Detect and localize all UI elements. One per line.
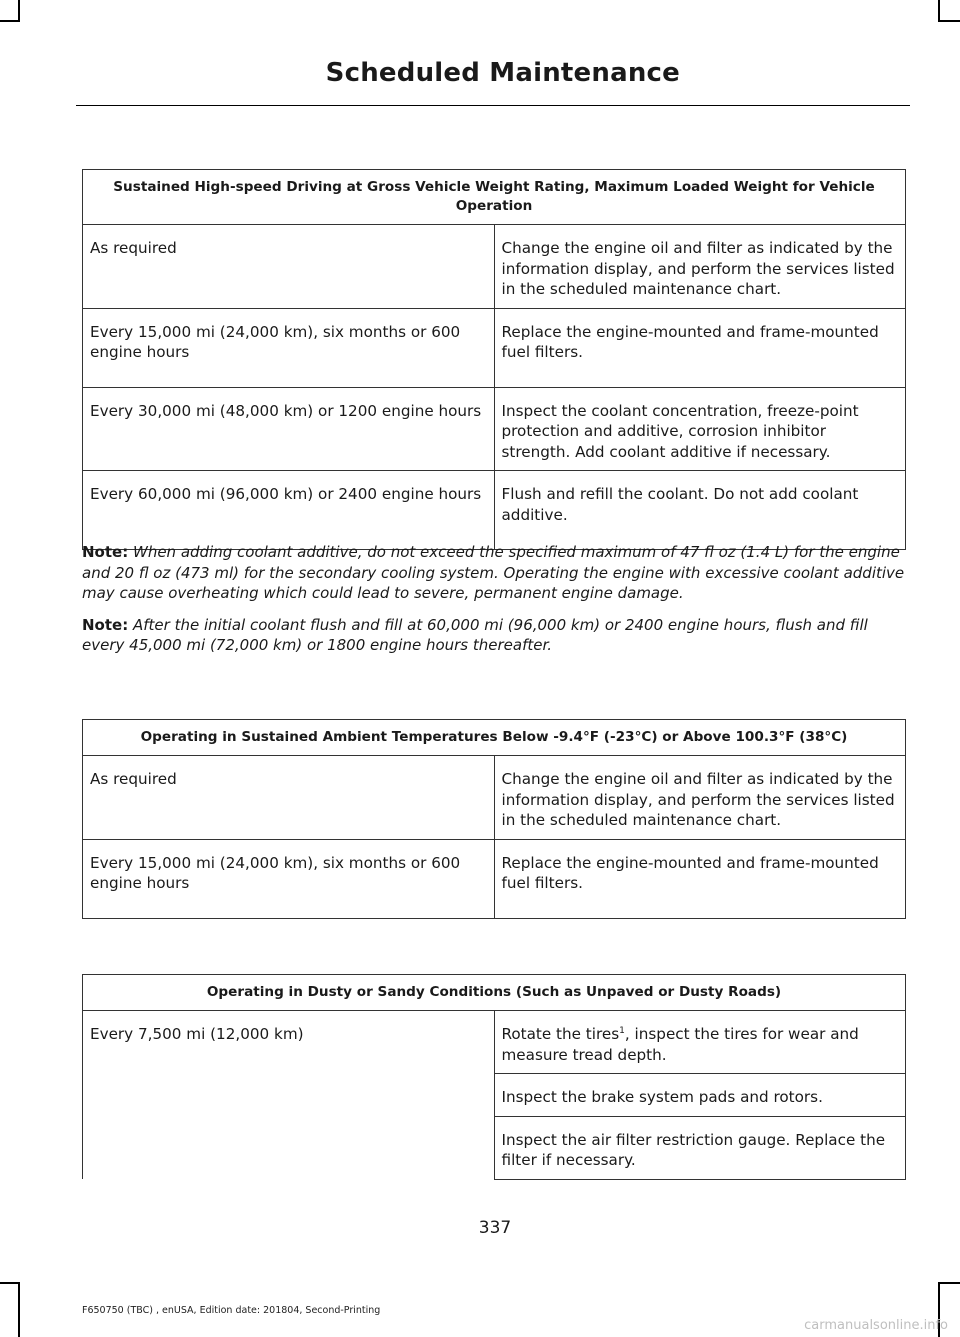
crop-mark-bottom-left-h xyxy=(0,1282,20,1284)
table-row xyxy=(83,756,906,840)
note-label: Note: xyxy=(82,615,129,634)
table-row xyxy=(83,308,906,387)
action-cell: Replace the engine-mounted and frame-mounted fuel filters. xyxy=(494,308,906,387)
interval-cell: Every 15,000 mi (24,000 km), six months or 600 engine hours xyxy=(83,839,495,918)
interval-cell: As required xyxy=(83,756,495,840)
action-cell: Inspect the air filter restriction gauge. Replace the filter if necessary. xyxy=(494,1116,906,1179)
maintenance-table-temperature xyxy=(82,719,906,919)
interval-cell: Every 60,000 mi (96,000 km) or 2400 engine hours xyxy=(83,471,495,550)
watermark: carmanualsonline.info xyxy=(804,1318,948,1333)
table-heading: Operating in Sustained Ambient Temperatures Below -9.4°F (-23°C) or Above 100.3°F (38°C) xyxy=(83,720,906,756)
page-title: Scheduled Maintenance xyxy=(325,58,680,88)
page-number: 337 xyxy=(478,1218,512,1238)
action-text: Rotate the tires xyxy=(501,1025,620,1043)
note-text: When adding coolant additive, do not exceed the specified maximum of 47 fl oz (1.4 L) for the engine and 20 fl oz (473 ml) for the secondary cooling system. Operating the engine with excessive coolant additive may cause overheating which could lead to severe, permanent engine damage. xyxy=(82,543,905,603)
interval-cell: Every 15,000 mi (24,000 km), six months or 600 engine hours xyxy=(83,308,495,387)
action-cell: Change the engine oil and filter as indicated by the information display, and perform the services listed in the scheduled maintenance chart. xyxy=(494,756,906,840)
action-cell: Inspect the brake system pads and rotors. xyxy=(494,1074,906,1117)
table-row xyxy=(83,839,906,918)
action-cell: Inspect the coolant concentration, freeze-point protection and additive, corrosion inhibitor strength. Add coolant additive if necessary. xyxy=(494,387,906,471)
crop-mark-top-right-v xyxy=(938,0,940,22)
crop-mark-top-right-h xyxy=(938,20,960,22)
maintenance-table-dusty xyxy=(82,974,906,1180)
table-heading: Operating in Dusty or Sandy Conditions (Such as Unpaved or Dusty Roads) xyxy=(83,975,906,1011)
crop-mark-top-left-v xyxy=(18,0,20,22)
maintenance-table-high-speed xyxy=(82,169,906,550)
notes-section xyxy=(82,542,912,667)
footer-edition: F650750 (TBC) , enUSA, Edition date: 201804, Second-Printing xyxy=(82,1305,381,1316)
note-paragraph xyxy=(82,615,912,656)
footnote-marker: 1 xyxy=(619,1025,625,1036)
interval-cell: Every 7,500 mi (12,000 km) xyxy=(83,1011,495,1180)
action-cell xyxy=(494,1011,906,1074)
note-paragraph xyxy=(82,542,912,604)
table-row xyxy=(83,225,906,309)
table-row xyxy=(83,1011,906,1074)
crop-mark-bottom-left-v xyxy=(18,1282,20,1337)
crop-mark-bottom-right-h xyxy=(938,1282,960,1284)
note-text: After the initial coolant flush and fill at 60,000 mi (96,000 km) or 2400 engine hours, flush and fill every 45,000 mi (72,000 km) or 1800 engine hours thereafter. xyxy=(82,615,868,655)
table-row xyxy=(83,471,906,550)
action-cell: Flush and refill the coolant. Do not add coolant additive. xyxy=(494,471,906,550)
note-label: Note: xyxy=(82,543,129,561)
action-cell: Change the engine oil and filter as indicated by the information display, and perform the services listed in the scheduled maintenance chart. xyxy=(494,225,906,309)
action-text: , inspect the tires for wear and measure tread depth. xyxy=(501,1025,859,1064)
header-rule xyxy=(76,105,910,106)
table-row xyxy=(83,387,906,471)
crop-mark-top-left-h xyxy=(0,20,20,22)
interval-cell: Every 30,000 mi (48,000 km) or 1200 engine hours xyxy=(83,387,495,471)
interval-cell: As required xyxy=(83,225,495,309)
table-heading: Sustained High-speed Driving at Gross Vehicle Weight Rating, Maximum Loaded Weight for Vehicle Operation xyxy=(83,170,906,225)
action-cell: Replace the engine-mounted and frame-mounted fuel filters. xyxy=(494,839,906,918)
